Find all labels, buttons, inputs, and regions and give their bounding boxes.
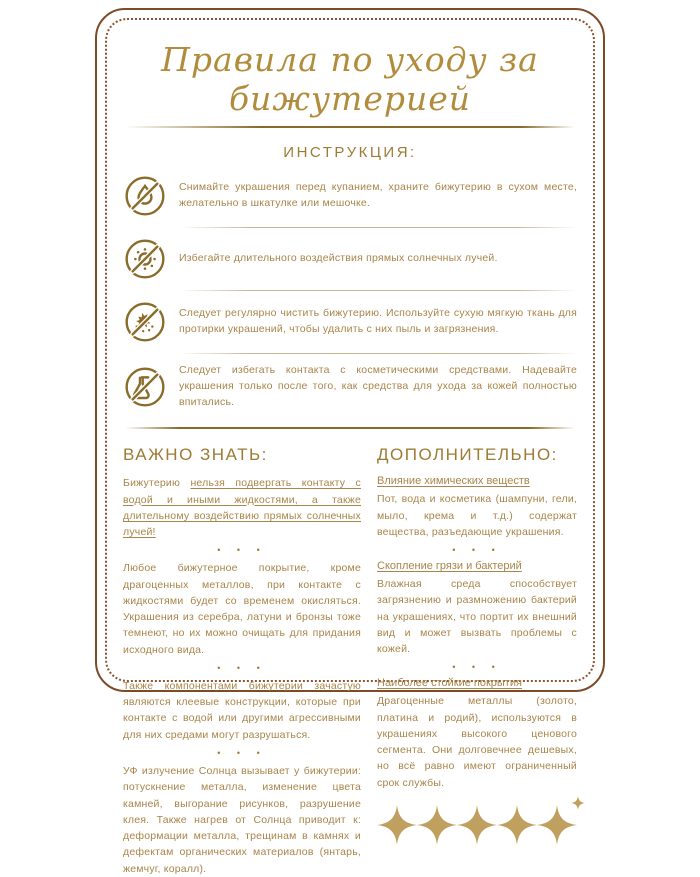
instruction-text: Следует избегать контакта с косметическими средствами. Надевайте украшения только после того, как средства для ухода за кожей полностью впитались. <box>179 364 577 408</box>
important-lead-underlined: нельзя подвергать контакту с водой и иными жидкостями, а также длительному воздействию прямых солнечных лучей! <box>123 477 361 539</box>
title-divider <box>125 126 575 128</box>
item-divider <box>179 290 577 291</box>
sparkle-icon <box>377 805 417 845</box>
important-paragraph: Также компонентами бижутерии зачастую являются клеевые конструкции, которые при контакте с водой или другими агрессивными для них средами могут разрушаться. <box>123 679 361 741</box>
two-column-section <box>123 441 577 877</box>
important-column <box>123 441 361 877</box>
instruction-text: Следует регулярно чистить бижутерию. Используйте сухую мягкую ткань для протирки украшений, чтобы удалить с них пыль и загрязнения. <box>179 307 577 335</box>
important-heading: ВАЖНО ЗНАТЬ: <box>123 445 268 465</box>
sparkle-decoration-row <box>377 805 577 845</box>
instruction-item <box>123 356 577 417</box>
important-lead <box>123 475 361 540</box>
no-water-drop-icon <box>123 174 167 218</box>
instruction-item <box>123 293 577 351</box>
card-outer-border <box>95 8 605 875</box>
mini-sparkle-icon <box>571 796 585 810</box>
dots-separator: • • • <box>217 662 267 673</box>
additional-text: Драгоценные металлы (золото, платина и родий), используются в украшениях высокого ценового сегмента. Они долговечнее дешевых, но всё равно имеют ограниченный срок службы. <box>377 695 577 789</box>
important-paragraph: УФ излучение Солнца вызывает у бижутерии: потускнение металла, изменение цвета камней, выгорание рисунков, разрушение клея. Также нагрев от Солнца приводит к: деформации металла, трещинам в камнях и дефектам органических материалов (янтарь, жемчуг, коралл). <box>123 764 361 875</box>
instructions-heading: ИНСТРУКЦИЯ: <box>283 144 417 161</box>
additional-subheading: Влияние химических веществ <box>377 475 530 488</box>
no-dirt-icon <box>123 300 167 344</box>
instruction-text: Снимайте украшения перед купанием, храните бижутерию в сухом месте, желательно в шкатулке или мешочке. <box>179 181 577 209</box>
section-divider <box>125 427 575 429</box>
item-divider <box>179 227 577 228</box>
instruction-text: Избегайте длительного воздействия прямых солнечных лучей. <box>179 252 498 265</box>
page-title: Правила по уходу за бижутерией <box>161 40 539 118</box>
additional-heading: ДОПОЛНИТЕЛЬНО: <box>377 445 558 465</box>
instruction-item <box>123 167 577 225</box>
additional-column <box>377 441 577 877</box>
card-dotted-border <box>105 18 595 875</box>
instruction-item <box>123 230 577 288</box>
additional-subheading: Скопление грязи и бактерий <box>377 560 522 573</box>
additional-text: Пот, вода и косметика (шампуни, гели, мыло, крема и т.д.) содержат вещества, разъедающие украшения. <box>377 493 577 538</box>
additional-text: Влажная среда способствует загрязнению и размножению бактерий на украшениях, что портит их внешний вид и может вызвать проблемы с кожей. <box>377 578 577 656</box>
item-divider <box>179 353 577 354</box>
important-paragraph: Любое бижутерное покрытие, кроме драгоценных металлов, при контакте с жидкостями будет со временем окисляться. Украшения из серебра, латуни и бронзы тоже темнеют, но их можно очищать для придания исходного вида. <box>123 562 361 656</box>
no-sunlight-icon <box>123 237 167 281</box>
dots-separator: • • • <box>452 662 502 673</box>
important-lead-plain: Бижутерию <box>123 477 191 490</box>
no-cosmetics-flask-icon <box>123 365 167 409</box>
sparkle-icon <box>457 805 497 845</box>
sparkle-icon <box>497 805 537 845</box>
sparkle-icon <box>417 805 457 845</box>
dots-separator: • • • <box>217 545 267 556</box>
dots-separator: • • • <box>452 545 502 556</box>
dots-separator: • • • <box>217 747 267 758</box>
sparkle-icon-with-twinkle <box>537 805 577 845</box>
additional-subheading: Наиболее стойкие покрытия <box>377 677 522 690</box>
